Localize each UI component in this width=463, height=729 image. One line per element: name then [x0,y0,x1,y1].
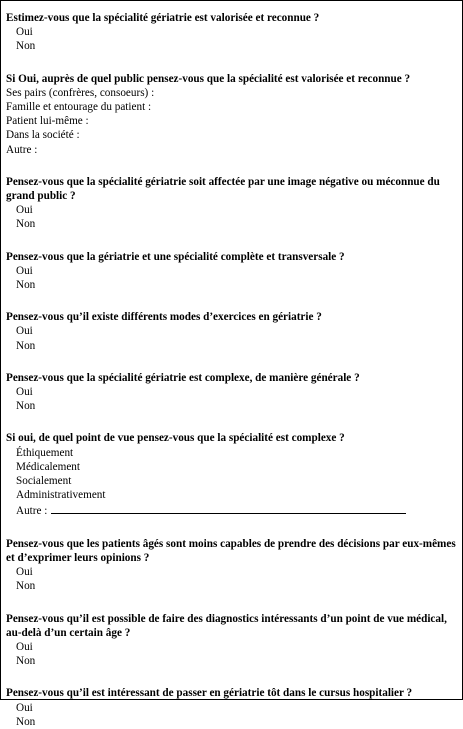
question-7 [6,431,456,518]
question-6 [6,371,456,414]
option-oui[interactable]: Oui [16,566,33,579]
question-text: Si Oui, auprès de quel public pensez-vous que la spécialité est valorisée et reconnue ? [6,72,411,85]
question-2 [6,72,456,157]
option-non[interactable]: Non [16,339,36,352]
option-autre-row [6,502,456,518]
option-non[interactable]: Non [16,655,36,668]
item-pairs[interactable]: Ses pairs (confrères, consoeurs) : [6,86,155,99]
question-8 [6,537,456,594]
question-5 [6,310,456,353]
option-non[interactable]: Non [16,218,36,231]
question-text: Pensez-vous qu’il est intéressant de passer en gériatrie tôt dans le cursus hospitalier ? [6,687,413,700]
option-oui[interactable]: Oui [16,325,33,338]
option-administrativement[interactable]: Administrativement [16,489,106,502]
option-autre-label: Autre : [16,505,48,518]
autre-text-line[interactable] [51,502,406,514]
item-famille[interactable]: Famille et entourage du patient : [6,101,152,114]
option-socialement[interactable]: Socialement [16,475,72,488]
question-4 [6,250,456,293]
question-text: Pensez-vous que la spécialité gériatrie soit affectée par une image négative ou méconnue du grand public ? [6,175,440,203]
option-non[interactable]: Non [16,279,36,292]
option-medicalement[interactable]: Médicalement [16,460,80,473]
question-text: Pensez-vous qu’il existe différents modes d’exercices en gériatrie ? [6,311,322,324]
option-non[interactable]: Non [16,580,36,593]
item-autre[interactable]: Autre : [6,143,38,156]
question-3 [6,175,456,232]
option-ethiquement[interactable]: Éthiquement [16,446,74,459]
question-text: Pensez-vous que la spécialité gériatrie est complexe, de manière générale ? [6,371,360,384]
question-text: Pensez-vous qu’il est possible de faire des diagnostics intéressants d’un point de vue médical, au-delà d’un certain âge ? [6,612,447,639]
question-text: Pensez-vous que les patients âgés sont moins capables de prendre des décisions par eux-mêmes et d’exprimer leurs opinions ? [6,537,456,564]
question-10 [6,686,456,729]
option-oui[interactable]: Oui [16,701,33,714]
option-non[interactable]: Non [16,715,36,728]
item-societe[interactable]: Dans la société : [6,129,80,142]
option-non[interactable]: Non [16,400,36,413]
question-1 [6,11,456,54]
item-patient[interactable]: Patient lui-même : [6,115,89,128]
option-oui[interactable]: Oui [16,640,33,653]
question-text: Pensez-vous que la gériatrie et une spécialité complète et transversale ? [6,250,345,263]
option-oui[interactable]: Oui [16,26,33,39]
option-oui[interactable]: Oui [16,264,33,277]
question-text: Si oui, de quel point de vue pensez-vous que la spécialité est complexe ? [6,432,345,445]
option-oui[interactable]: Oui [16,386,33,399]
question-9 [6,612,456,669]
question-text: Estimez-vous que la spécialité gériatrie est valorisée et reconnue ? [6,12,320,24]
option-non[interactable]: Non [16,40,36,53]
option-oui[interactable]: Oui [16,204,33,217]
